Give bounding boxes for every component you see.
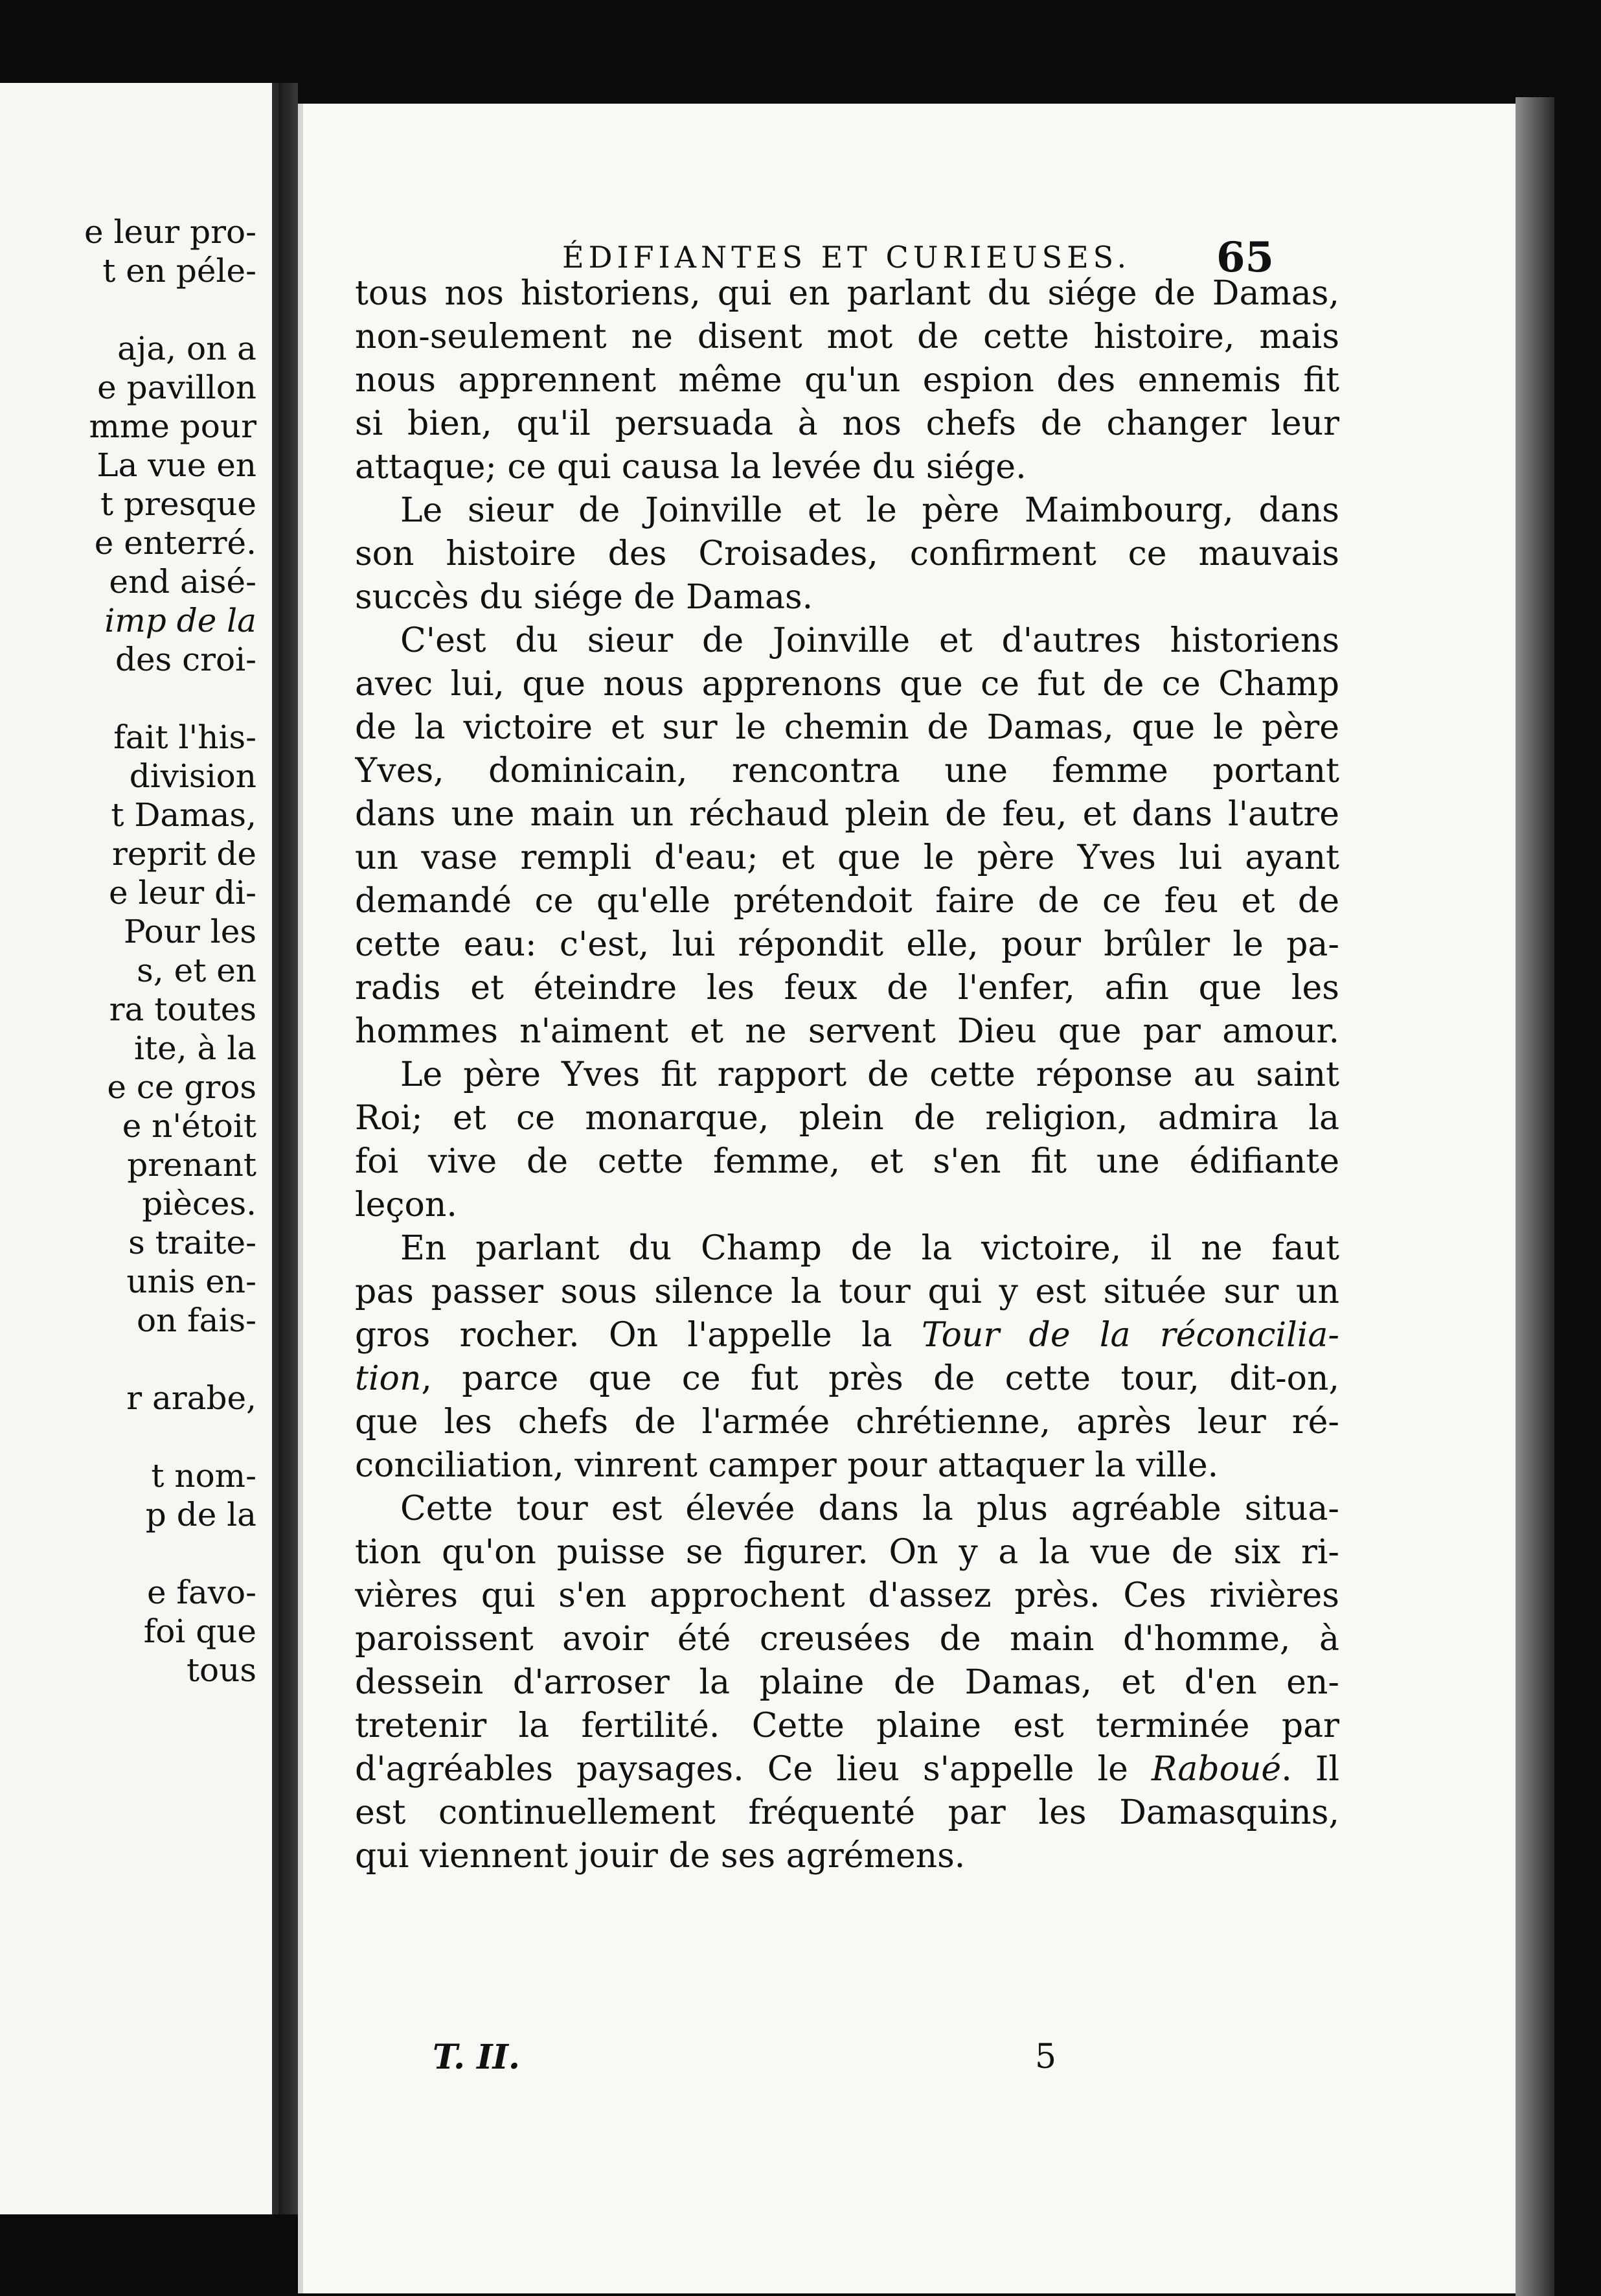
left-page-line: aja, on a (117, 330, 256, 367)
text-line (355, 1357, 1339, 1401)
left-page-line: foi que (143, 1613, 256, 1650)
text-line: foi vive de cette femme, et s'en fit une édifiante (355, 1142, 1339, 1181)
left-page-line: fait l'his- (113, 718, 256, 756)
italic-word: Raboué (1151, 1750, 1282, 1789)
book-gutter (278, 83, 298, 2214)
italic-phrase: tion (355, 1359, 422, 1398)
text-line: Yves, dominicain, rencontra une femme portant (355, 752, 1339, 790)
left-page (0, 83, 278, 2214)
left-page-line: e pavillon (97, 369, 256, 406)
text-line: C'est du sieur de Joinville et d'autres historiens (400, 621, 1339, 660)
left-page-line: Pour les (124, 913, 256, 950)
paragraph-2 (355, 489, 1339, 619)
left-page-line: e favo- (146, 1574, 256, 1611)
text-line: Le père Yves fit rapport de cette réponse au saint (400, 1055, 1339, 1094)
left-page-line: La vue en (97, 446, 256, 484)
text-line: qui viennent jouir de ses agrémens. (355, 1837, 966, 1876)
scan-background (0, 2214, 298, 2296)
left-page-line: unis en- (126, 1263, 256, 1300)
text-segment: , parce que ce fut près de cette tour, dit-on, (421, 1359, 1339, 1398)
right-page (298, 104, 1521, 2293)
text-line: que les chefs de l'armée chrétienne, après leur ré- (355, 1403, 1339, 1441)
running-title: ÉDIFIANTES ET CURIEUSES. (562, 240, 1131, 275)
text-line: demandé ce qu'elle prétendoit faire de ce feu et de (355, 882, 1339, 921)
left-page-line: t nom- (151, 1457, 256, 1495)
left-page-line: e n'étoit (122, 1107, 256, 1145)
left-page-line: ite, à la (134, 1029, 256, 1067)
text-line: pas passer sous silence la tour qui y est située sur un (355, 1272, 1339, 1311)
left-page-line: tous (186, 1651, 256, 1689)
left-page-line: reprit de (112, 835, 256, 873)
text-line: de la victoire et sur le chemin de Damas, que le père (355, 708, 1339, 747)
page-number: 65 (1216, 233, 1275, 282)
text-line: vières qui s'en approchent d'assez près. Ces rivières (355, 1576, 1339, 1615)
left-page-line: s traite- (128, 1224, 256, 1261)
text-line: leçon. (355, 1186, 457, 1224)
left-page-line: r arabe, (126, 1379, 256, 1417)
text-line: attaque; ce qui causa la levée du siége. (355, 448, 1027, 487)
left-page-line: t presque (100, 485, 256, 523)
text-line: radis et éteindre les feux de l'enfer, afin que les (355, 969, 1339, 1007)
text-segment: gros rocher. On l'appelle la (355, 1316, 922, 1355)
left-page-line: e leur di- (109, 874, 256, 912)
text-line: avec lui, que nous apprenons que ce fut de ce Champ (355, 665, 1339, 704)
text-line: En parlant du Champ de la victoire, il ne faut (400, 1229, 1339, 1268)
left-page-line: pièces. (142, 1185, 256, 1223)
text-segment: d'agréables paysages. Ce lieu s'appelle le (355, 1750, 1152, 1789)
body-text (355, 272, 1339, 1878)
text-line: un vase rempli d'eau; et que le père Yves lui ayant (355, 838, 1339, 877)
left-page-line: t Damas, (111, 796, 256, 834)
paragraph-1 (355, 272, 1339, 489)
left-page-line: end aisé- (109, 563, 256, 601)
page-edge-shadow (1516, 97, 1554, 2296)
volume-signature: T. II. (433, 2038, 520, 2077)
italic-phrase: Tour de la réconcilia- (921, 1316, 1339, 1355)
text-line: conciliation, vinrent camper pour attaquer la ville. (355, 1446, 1219, 1485)
text-line: cette eau: c'est, lui répondit elle, pour brûler le pa- (355, 925, 1339, 964)
text-line: tretenir la fertilité. Cette plaine est terminée par (355, 1706, 1339, 1745)
text-line: paroissent avoir été creusées de main d'homme, à (355, 1620, 1339, 1659)
text-line: succès du siége de Damas. (355, 578, 813, 617)
text-line: Roi; et ce monarque, plein de religion, admira la (355, 1099, 1339, 1138)
paragraph-6 (355, 1487, 1339, 1878)
text-line: Cette tour est élevée dans la plus agréable situa- (400, 1489, 1339, 1528)
text-line: si bien, qu'il persuada à nos chefs de changer leur (355, 404, 1339, 443)
text-line: Le sieur de Joinville et le père Maimbourg, dans (400, 491, 1339, 530)
left-page-line: on fais- (136, 1302, 256, 1339)
gathering-number: 5 (1035, 2038, 1057, 2076)
text-line (355, 1748, 1339, 1791)
paragraph-5 (355, 1227, 1339, 1487)
left-page-line: division (129, 757, 256, 795)
text-line: est continuellement fréquenté par les Damasquins, (355, 1793, 1339, 1832)
left-page-line: s, et en (137, 952, 256, 989)
left-page-line: imp de la (104, 602, 256, 639)
text-line: dans une main un réchaud plein de feu, et dans l'autre (355, 795, 1339, 834)
text-line (355, 1314, 1339, 1357)
left-page-line: ra toutes (109, 991, 256, 1028)
left-page-line: p de la (145, 1496, 256, 1533)
left-page-line: t en péle- (102, 252, 256, 290)
text-line: tion qu'on puisse se figurer. On y a la vue de six ri- (355, 1533, 1339, 1572)
text-segment: . Il (1281, 1750, 1339, 1789)
paragraph-3 (355, 619, 1339, 1053)
text-line: tous nos historiens, qui en parlant du siége de Damas, (355, 274, 1339, 313)
text-line: dessein d'arroser la plaine de Damas, et d'en en- (355, 1663, 1339, 1702)
left-page-line: des croi- (115, 641, 256, 678)
text-line: non-seulement ne disent mot de cette histoire, mais (355, 317, 1339, 356)
left-page-line: prenant (127, 1146, 256, 1184)
paragraph-4 (355, 1053, 1339, 1227)
left-page-line: e ce gros (107, 1068, 256, 1106)
left-page-line: e leur pro- (84, 213, 256, 251)
text-line: son histoire des Croisades, confirment ce mauvais (355, 534, 1339, 573)
left-page-line: mme pour (89, 408, 256, 445)
left-page-line: e enterré. (94, 524, 256, 562)
page-footer (303, 2038, 1521, 2089)
text-line: nous apprennent même qu'un espion des ennemis fit (355, 361, 1339, 400)
text-line: hommes n'aiment et ne servent Dieu que par amour. (355, 1012, 1339, 1051)
